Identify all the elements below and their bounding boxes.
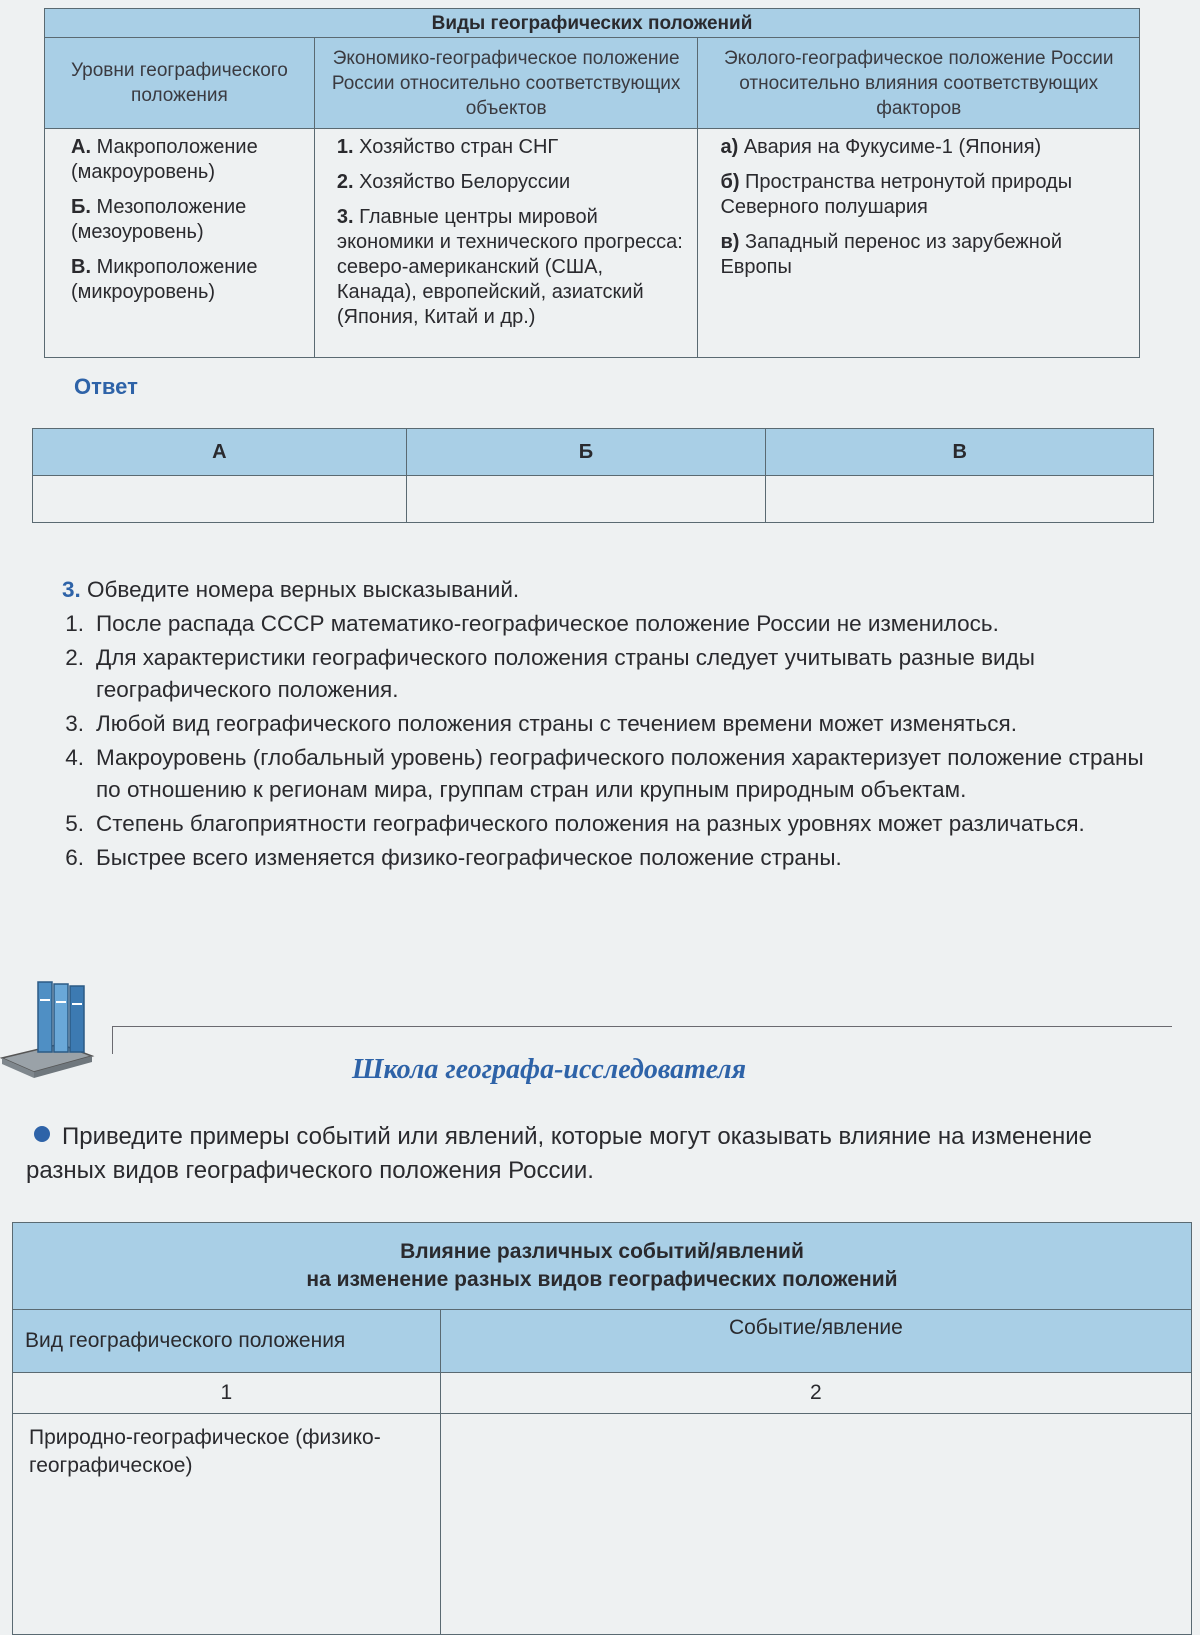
statement-number[interactable]: 1. [65, 611, 84, 636]
list-item[interactable] [40, 842, 1170, 874]
list-item[interactable] [40, 608, 1170, 640]
level-text: Мезоположение (мезоуровень) [71, 196, 247, 243]
ecological-num: б) [720, 171, 740, 193]
ecological-item [720, 170, 1129, 220]
col-header-economic: Экономико-географическое положение России относительно соответствующих объектов [314, 38, 698, 129]
col-header-position-type: Вид географического положения [13, 1310, 441, 1373]
statement-number[interactable]: 3. [65, 711, 84, 736]
statement-text: Макроуровень (глобальный уровень) географического положения характеризует положение страны по отношению к регионам мира, группам стран или крупным природным объектам. [96, 745, 1144, 802]
col-header-levels: Уровни географического положения [45, 38, 315, 129]
task-question-text: Обведите номера верных высказываний. [87, 577, 520, 602]
school-task-text: Приведите примеры событий или явлений, которые могут оказывать влияние на изменение разных видов географического положения России. [26, 1123, 1092, 1184]
event-input-cell[interactable] [440, 1414, 1191, 1635]
influence-table [12, 1222, 1192, 1635]
geo-positions-table [44, 8, 1140, 358]
economic-cell [314, 129, 698, 358]
ecological-text: Пространства нетронутой природы Северного полушария [720, 171, 1073, 218]
answer-header-row [33, 429, 1154, 476]
level-item [71, 255, 304, 305]
answer-header-a: А [33, 429, 407, 476]
economic-text: Главные центры мировой экономики и технического прогресса: северо-американский (США, Канада), европейский, азиатский (Япония, Китай и др.) [336, 206, 683, 328]
table-row [13, 1414, 1192, 1635]
answer-header-b: Б [406, 429, 766, 476]
economic-item [337, 170, 688, 195]
section-divider [112, 1026, 1172, 1027]
answer-cell-v[interactable] [766, 476, 1154, 523]
ecological-num: в) [720, 231, 740, 253]
ecological-text: Западный перенос из зарубежной Европы [720, 231, 1063, 278]
economic-num: 3. [336, 206, 354, 228]
ecological-text: Авария на Фукусиме-1 (Япония) [743, 136, 1042, 158]
economic-item [337, 205, 688, 330]
column-numbers-row [13, 1373, 1192, 1414]
answer-header-v: В [766, 429, 1154, 476]
level-text: Микроположение (микроуровень) [71, 256, 258, 303]
level-item [71, 135, 304, 185]
economic-text: Хозяйство Белоруссии [359, 171, 571, 193]
statement-text: Для характеристики географического положения страны следует учитывать разные виды географического положения. [96, 645, 1035, 702]
column-number-1: 1 [13, 1373, 441, 1414]
influence-header-row [13, 1310, 1192, 1373]
column-number-2: 2 [440, 1373, 1191, 1414]
answer-cell-b[interactable] [406, 476, 766, 523]
section-divider-tick [112, 1026, 113, 1054]
bullet-icon [34, 1126, 50, 1142]
economic-item [337, 135, 688, 160]
statements-list [40, 608, 1170, 874]
statement-text: Степень благоприятности географического положения на разных уровнях может различаться. [96, 811, 1085, 836]
books-laptop-icon [0, 980, 110, 1090]
level-letter: В. [71, 256, 91, 278]
list-item[interactable] [40, 808, 1170, 840]
level-text: Макроположение (макроуровень) [71, 136, 258, 183]
section-title: Школа географа-исследователя [352, 1054, 747, 1085]
list-item[interactable] [40, 708, 1170, 740]
col-header-ecological: Эколого-географическое положение России относительно влияния соответствующих факторов [698, 38, 1140, 129]
list-item[interactable] [40, 742, 1170, 806]
ecological-item [720, 230, 1129, 280]
levels-cell [45, 129, 315, 358]
level-letter: А. [71, 136, 91, 158]
answer-cell-a[interactable] [33, 476, 407, 523]
influence-title-line-1: Влияние различных событий/явлений [400, 1240, 804, 1263]
statement-number[interactable]: 6. [65, 845, 84, 870]
statement-number[interactable]: 4. [65, 745, 84, 770]
influence-title-row [13, 1223, 1192, 1310]
ecological-cell [698, 129, 1140, 358]
level-letter: Б. [71, 196, 91, 218]
answer-title: Ответ [74, 374, 138, 399]
answer-input-row [33, 476, 1154, 523]
influence-title-line-2: на изменение разных видов географических положений [306, 1268, 898, 1291]
statement-number[interactable]: 2. [65, 645, 84, 670]
economic-num: 1. [336, 136, 354, 158]
level-item [71, 195, 304, 245]
position-type-cell: Природно-географическое (физико-географическое) [13, 1414, 441, 1635]
statement-text: После распада СССР математико-географическое положение России не изменилось. [96, 611, 999, 636]
economic-text: Хозяйство стран СНГ [359, 136, 559, 158]
task-3-question [62, 574, 1170, 606]
col-header-event: Событие/явление [440, 1310, 1191, 1373]
school-task [26, 1120, 1176, 1188]
table-title-row [45, 9, 1140, 38]
table-body-row [45, 129, 1140, 358]
statement-text: Быстрее всего изменяется физико-географическое положение страны. [96, 845, 842, 870]
task-number: 3. [62, 577, 81, 602]
statement-text: Любой вид географического положения страны с течением времени может изменяться. [96, 711, 1017, 736]
statement-number[interactable]: 5. [65, 811, 84, 836]
table-header-row [45, 38, 1140, 129]
economic-num: 2. [336, 171, 354, 193]
list-item[interactable] [40, 642, 1170, 706]
ecological-item [720, 135, 1129, 160]
table-title: Виды географических положений [45, 9, 1140, 38]
influence-table-title [13, 1223, 1192, 1310]
answer-table [32, 428, 1154, 523]
ecological-num: а) [720, 136, 739, 158]
task-3 [40, 574, 1170, 876]
